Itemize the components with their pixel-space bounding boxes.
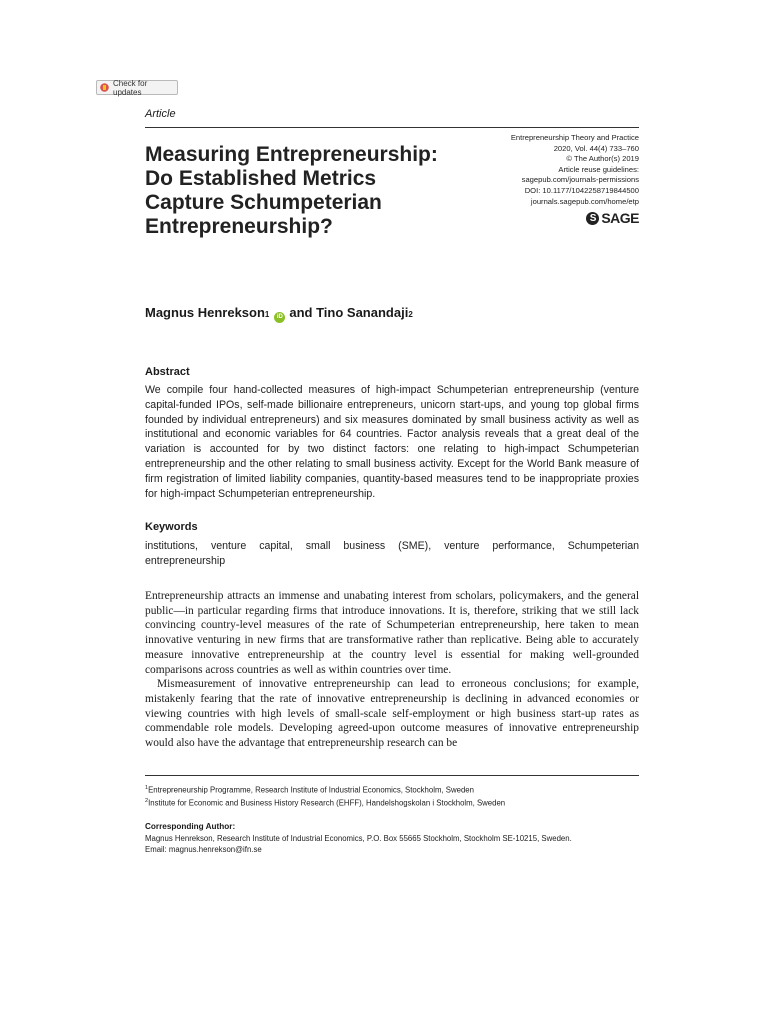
affil2-text: Institute for Economic and Business History Research (EHFF), Handelshogskolan i Stockholm, Sweden bbox=[148, 798, 506, 808]
journal-volume: 2020, Vol. 44(4) 733–760 bbox=[553, 143, 639, 153]
affil1-text: Entrepreneurship Programme, Research Institute of Industrial Economics, Stockholm, Sweden bbox=[148, 785, 474, 795]
affil1-marker: 1 bbox=[145, 785, 149, 791]
author1-affil-marker: 1 bbox=[264, 310, 270, 319]
corresponding-email[interactable]: Email: magnus.henrekson@ifn.se bbox=[145, 844, 262, 854]
sage-logo bbox=[586, 210, 639, 226]
footnote-divider bbox=[145, 775, 639, 776]
author-name-2[interactable]: and Tino Sanandaji bbox=[289, 305, 409, 320]
permissions-link[interactable]: sagepub.com/journals-permissions bbox=[521, 175, 639, 185]
body-paragraph-2: Mismeasurement of innovative entrepreneurship can lead to erroneous conclusions; for example, mistakenly fearing that the rate of innovative entrepreneurship is declining in advanced economies or viewing countries with high levels of small-scale self-employment or high business start-up rates as commendable role models. Developing agreed-upon outcome measures of innovative entrepreneurship would also have the advantage that entrepreneurship research can be bbox=[145, 678, 639, 750]
check-for-updates-label: Check for updates bbox=[113, 78, 148, 97]
author-name-1[interactable]: Magnus Henrekson bbox=[145, 305, 265, 320]
doi-link[interactable]: DOI: 10.1177/1042258719844500 bbox=[524, 185, 639, 195]
author2-affil-marker: 2 bbox=[408, 310, 413, 319]
affiliation-2 bbox=[145, 796, 505, 809]
reuse-guidelines: Article reuse guidelines: bbox=[558, 164, 639, 174]
sage-logo-text: SAGE bbox=[601, 210, 639, 226]
orcid-icon[interactable]: iD bbox=[274, 312, 285, 323]
corresponding-author-heading: Corresponding Author: bbox=[145, 822, 236, 831]
header-divider bbox=[145, 127, 639, 128]
affil2-marker: 2 bbox=[145, 798, 149, 804]
author-list bbox=[145, 305, 413, 322]
paper-title: Measuring Entrepreneurship: Do Established Metrics Capture Schumpeterian Entrepreneurship? bbox=[145, 143, 438, 238]
copyright: © The Author(s) 2019 bbox=[566, 154, 639, 164]
keywords-heading: Keywords bbox=[145, 521, 198, 533]
body-text bbox=[145, 589, 639, 751]
journal-info bbox=[439, 133, 639, 207]
affiliation-1 bbox=[145, 783, 474, 796]
check-for-updates-button[interactable] bbox=[96, 80, 178, 95]
corresponding-address: Magnus Henrekson, Research Institute of Industrial Economics, P.O. Box 55665 Stockholm, Stockholm SE-10215, Sweden. bbox=[145, 834, 572, 843]
body-paragraph-1: Entrepreneurship attracts an immense and unabating interest from scholars, policymakers, and the general public—in particular regarding firms that introduce innovations. It is, therefore, striking that we still lack convincing country-level measures of the rate of Schumpeterian entrepreneurship, here taken to mean innovative venturing in new firms that are transformative rather than replicative. Being able to accurately measure innovative entrepreneurship at the country level is essential for making well-grounded comparisons across countries as well as within countries over time. bbox=[145, 590, 639, 676]
abstract-heading: Abstract bbox=[145, 366, 190, 378]
article-type-label: Article bbox=[145, 108, 176, 120]
abstract-text: We compile four hand-collected measures of high-impact Schumpeterian entrepreneurship (venture capital-funded IPOs, self-made billionaire entrepreneurs, unicorn start-ups, and young top global firms founded by individual entrepreneurs) and six measures dominated by small business activity as well as institutional and economic variables for 64 countries. Factor analysis reveals that a great deal of the variation is accounted for by two distinct factors: one relating to high-impact Schumpeterian entrepreneurship and the other relating to small business activity. Except for the World Bank measure of firm registration of limited liability companies, quantity-based measures tend to be inappropriate proxies for high-impact Schumpeterian entrepreneurship. bbox=[145, 384, 639, 500]
journal-name: Entrepreneurship Theory and Practice bbox=[510, 133, 639, 142]
corresponding-author-details bbox=[145, 834, 639, 855]
sage-mark-icon: S bbox=[586, 212, 599, 225]
keywords-text: institutions, venture capital, small business (SME), venture performance, Schumpeterian entrepreneurship bbox=[145, 540, 639, 567]
crossmark-icon bbox=[100, 83, 109, 92]
journal-home-link[interactable]: journals.sagepub.com/home/etp bbox=[530, 196, 639, 206]
